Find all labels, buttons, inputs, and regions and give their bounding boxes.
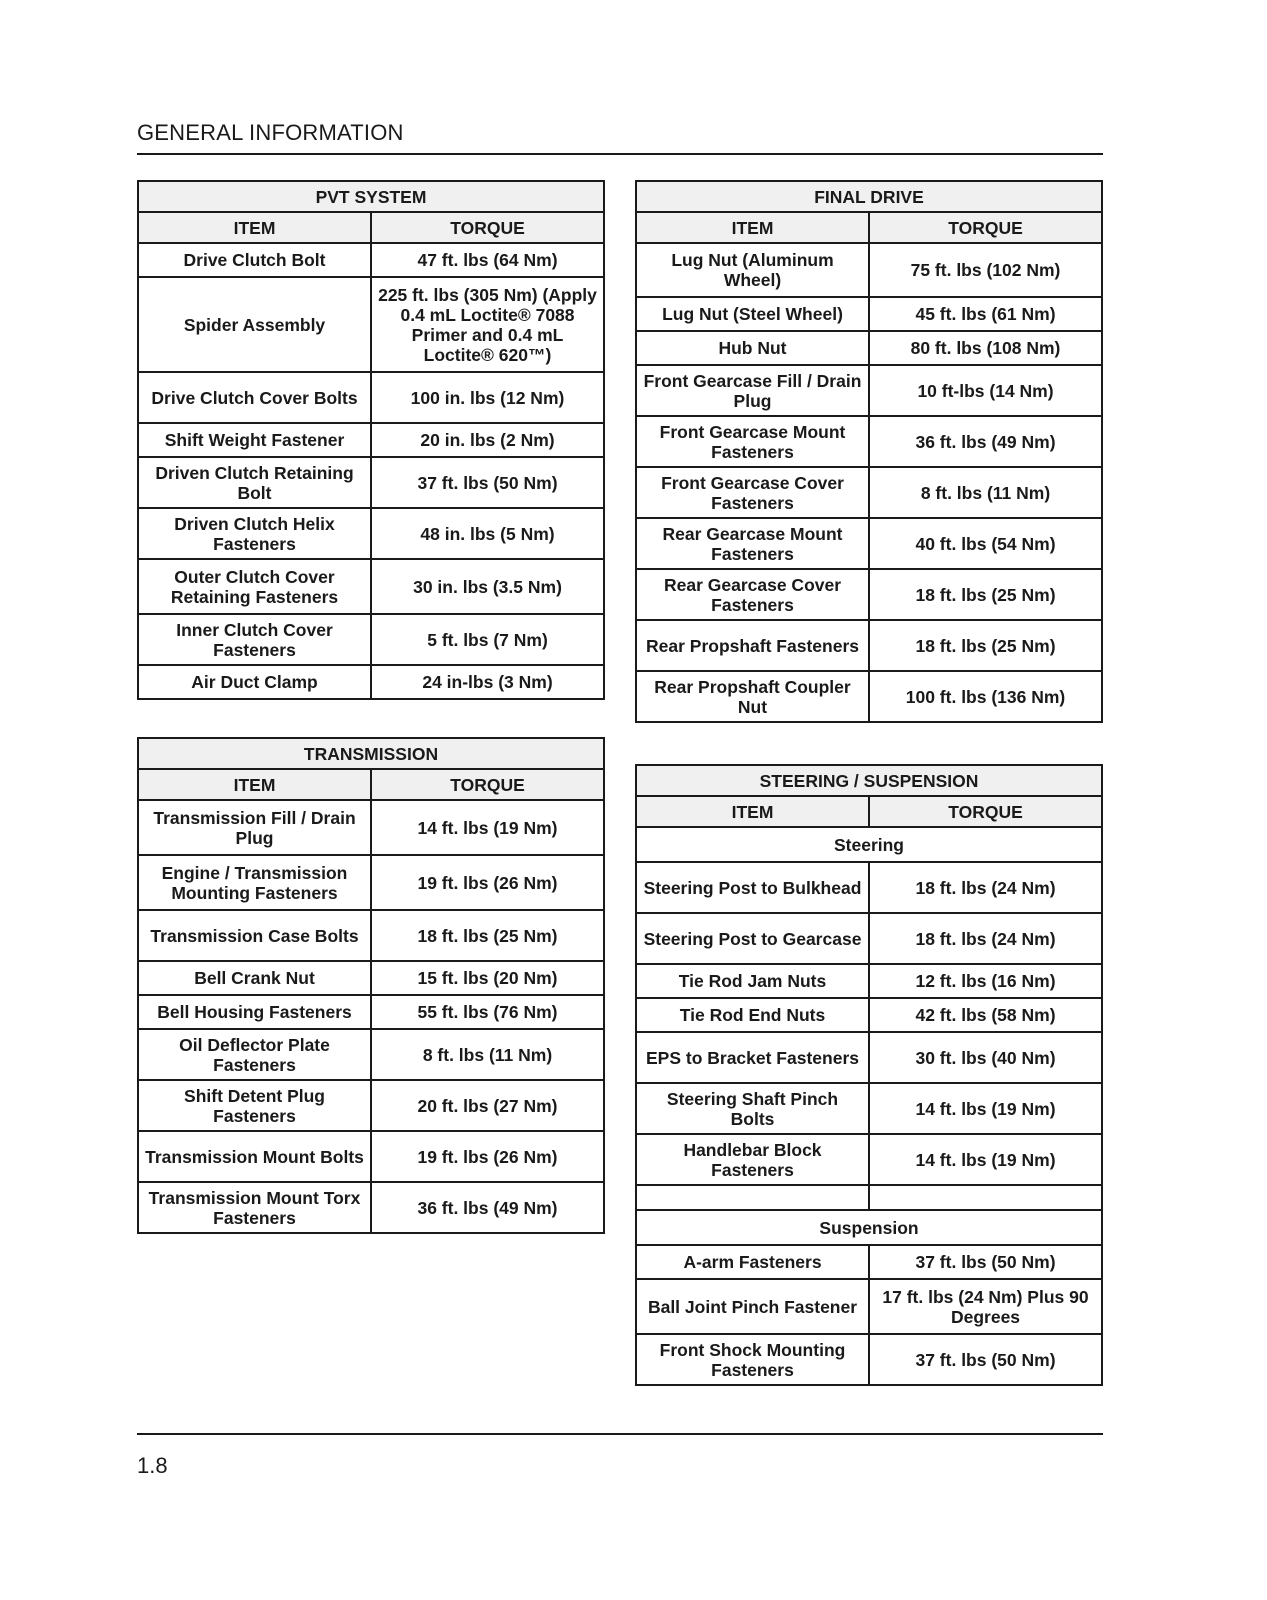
footer-rule: [137, 1433, 1103, 1435]
item-cell: Shift Weight Fastener: [138, 423, 371, 457]
item-cell: Oil Deflector Plate Fasteners: [138, 1029, 371, 1080]
column-header-item: ITEM: [138, 769, 371, 800]
table-row: [138, 800, 604, 855]
torque-cell: 17 ft. lbs (24 Nm) Plus 90 Degrees: [869, 1279, 1102, 1334]
torque-cell: 18 ft. lbs (25 Nm): [371, 910, 604, 961]
table-row: [636, 1185, 1102, 1210]
table-row: [138, 855, 604, 910]
torque-cell: 225 ft. lbs (305 Nm) (Apply 0.4 mL Loctite® 7088 Primer and 0.4 mL Loctite® 620™): [371, 277, 604, 372]
table-row: [138, 423, 604, 457]
item-cell: Rear Propshaft Fasteners: [636, 620, 869, 671]
table-row: [636, 297, 1102, 331]
section-label-steering: Steering: [636, 827, 1102, 862]
item-cell: Tie Rod End Nuts: [636, 998, 869, 1032]
torque-cell: 37 ft. lbs (50 Nm): [869, 1245, 1102, 1279]
torque-cell: 24 in-lbs (3 Nm): [371, 665, 604, 699]
table-title: PVT SYSTEM: [138, 181, 604, 212]
torque-cell: 42 ft. lbs (58 Nm): [869, 998, 1102, 1032]
table-row: [138, 277, 604, 372]
torque-cell: 37 ft. lbs (50 Nm): [869, 1334, 1102, 1385]
table-row: [138, 508, 604, 559]
item-cell: Front Gearcase Cover Fasteners: [636, 467, 869, 518]
torque-cell: 36 ft. lbs (49 Nm): [869, 416, 1102, 467]
table-row: [636, 964, 1102, 998]
torque-cell: 5 ft. lbs (7 Nm): [371, 614, 604, 665]
torque-cell: 48 in. lbs (5 Nm): [371, 508, 604, 559]
column-header-torque: TORQUE: [371, 769, 604, 800]
table-row: [138, 614, 604, 665]
table-row: [138, 961, 604, 995]
torque-cell: 55 ft. lbs (76 Nm): [371, 995, 604, 1029]
table-title: TRANSMISSION: [138, 738, 604, 769]
item-cell: Rear Propshaft Coupler Nut: [636, 671, 869, 722]
item-cell: Steering Shaft Pinch Bolts: [636, 1083, 869, 1134]
item-cell: Transmission Fill / Drain Plug: [138, 800, 371, 855]
page-number: 1.8: [137, 1453, 168, 1478]
table-title: STEERING / SUSPENSION: [636, 765, 1102, 796]
table-row: [636, 331, 1102, 365]
header-rule: [137, 153, 1103, 155]
torque-cell: [869, 1185, 1102, 1210]
table-row: [138, 1182, 604, 1233]
torque-cell: 45 ft. lbs (61 Nm): [869, 297, 1102, 331]
item-cell: Outer Clutch Cover Retaining Fasteners: [138, 559, 371, 614]
column-header-item: ITEM: [636, 796, 869, 827]
table-row: [636, 569, 1102, 620]
table-row: [636, 671, 1102, 722]
table-row: [636, 518, 1102, 569]
torque-cell: 19 ft. lbs (26 Nm): [371, 855, 604, 910]
table-row: [636, 1334, 1102, 1385]
table-row: [636, 1083, 1102, 1134]
torque-cell: 30 in. lbs (3.5 Nm): [371, 559, 604, 614]
column-header-torque: TORQUE: [371, 212, 604, 243]
table-row: [636, 1134, 1102, 1185]
table-row: [636, 467, 1102, 518]
item-cell: Transmission Mount Torx Fasteners: [138, 1182, 371, 1233]
item-cell: Driven Clutch Retaining Bolt: [138, 457, 371, 508]
item-cell: [636, 1185, 869, 1210]
table-title: FINAL DRIVE: [636, 181, 1102, 212]
table-row: [138, 559, 604, 614]
table-row: [138, 665, 604, 699]
table-row: [636, 913, 1102, 964]
page-header: GENERAL INFORMATION: [137, 120, 404, 145]
torque-cell: 40 ft. lbs (54 Nm): [869, 518, 1102, 569]
table-row: [138, 457, 604, 508]
item-cell: Bell Crank Nut: [138, 961, 371, 995]
table-row: [138, 1080, 604, 1131]
torque-cell: 8 ft. lbs (11 Nm): [371, 1029, 604, 1080]
item-cell: Steering Post to Bulkhead: [636, 862, 869, 913]
table-row: [636, 862, 1102, 913]
torque-cell: 14 ft. lbs (19 Nm): [869, 1083, 1102, 1134]
torque-cell: 14 ft. lbs (19 Nm): [371, 800, 604, 855]
item-cell: Handlebar Block Fasteners: [636, 1134, 869, 1185]
item-cell: Lug Nut (Steel Wheel): [636, 297, 869, 331]
table-row: [138, 372, 604, 423]
transmission-table: [137, 737, 605, 1234]
torque-cell: 75 ft. lbs (102 Nm): [869, 243, 1102, 297]
torque-cell: 100 in. lbs (12 Nm): [371, 372, 604, 423]
item-cell: Driven Clutch Helix Fasteners: [138, 508, 371, 559]
item-cell: Tie Rod Jam Nuts: [636, 964, 869, 998]
item-cell: EPS to Bracket Fasteners: [636, 1032, 869, 1083]
item-cell: Drive Clutch Bolt: [138, 243, 371, 277]
item-cell: Front Gearcase Mount Fasteners: [636, 416, 869, 467]
item-cell: Lug Nut (Aluminum Wheel): [636, 243, 869, 297]
torque-cell: 20 ft. lbs (27 Nm): [371, 1080, 604, 1131]
item-cell: Air Duct Clamp: [138, 665, 371, 699]
item-cell: Inner Clutch Cover Fasteners: [138, 614, 371, 665]
item-cell: Ball Joint Pinch Fastener: [636, 1279, 869, 1334]
torque-cell: 18 ft. lbs (24 Nm): [869, 862, 1102, 913]
torque-cell: 18 ft. lbs (24 Nm): [869, 913, 1102, 964]
table-row: [636, 998, 1102, 1032]
steering-suspension-table: [635, 764, 1103, 1386]
table-row: [636, 416, 1102, 467]
item-cell: Hub Nut: [636, 331, 869, 365]
item-cell: Rear Gearcase Cover Fasteners: [636, 569, 869, 620]
item-cell: Drive Clutch Cover Bolts: [138, 372, 371, 423]
item-cell: Transmission Case Bolts: [138, 910, 371, 961]
item-cell: Transmission Mount Bolts: [138, 1131, 371, 1182]
torque-cell: 36 ft. lbs (49 Nm): [371, 1182, 604, 1233]
column-header-item: ITEM: [138, 212, 371, 243]
torque-cell: 47 ft. lbs (64 Nm): [371, 243, 604, 277]
torque-cell: 37 ft. lbs (50 Nm): [371, 457, 604, 508]
item-cell: Spider Assembly: [138, 277, 371, 372]
item-cell: Front Shock Mounting Fasteners: [636, 1334, 869, 1385]
torque-cell: 18 ft. lbs (25 Nm): [869, 620, 1102, 671]
torque-cell: 18 ft. lbs (25 Nm): [869, 569, 1102, 620]
item-cell: Engine / Transmission Mounting Fasteners: [138, 855, 371, 910]
item-cell: Shift Detent Plug Fasteners: [138, 1080, 371, 1131]
column-header-item: ITEM: [636, 212, 869, 243]
torque-cell: 20 in. lbs (2 Nm): [371, 423, 604, 457]
torque-cell: 12 ft. lbs (16 Nm): [869, 964, 1102, 998]
table-row: [636, 1279, 1102, 1334]
table-row: [636, 243, 1102, 297]
item-cell: Steering Post to Gearcase: [636, 913, 869, 964]
section-label-suspension: Suspension: [636, 1210, 1102, 1245]
torque-cell: 19 ft. lbs (26 Nm): [371, 1131, 604, 1182]
pvt-system-table: [137, 180, 605, 700]
table-row: [138, 995, 604, 1029]
table-row: [636, 365, 1102, 416]
table-row: [138, 1131, 604, 1182]
table-row: [138, 1029, 604, 1080]
torque-cell: 100 ft. lbs (136 Nm): [869, 671, 1102, 722]
table-row: [138, 910, 604, 961]
item-cell: Bell Housing Fasteners: [138, 995, 371, 1029]
table-row: [636, 620, 1102, 671]
table-row: [636, 1032, 1102, 1083]
table-row: [138, 243, 604, 277]
item-cell: Front Gearcase Fill / Drain Plug: [636, 365, 869, 416]
item-cell: A-arm Fasteners: [636, 1245, 869, 1279]
torque-cell: 8 ft. lbs (11 Nm): [869, 467, 1102, 518]
torque-cell: 14 ft. lbs (19 Nm): [869, 1134, 1102, 1185]
torque-cell: 15 ft. lbs (20 Nm): [371, 961, 604, 995]
torque-cell: 10 ft-lbs (14 Nm): [869, 365, 1102, 416]
torque-cell: 30 ft. lbs (40 Nm): [869, 1032, 1102, 1083]
table-row: [636, 1245, 1102, 1279]
item-cell: Rear Gearcase Mount Fasteners: [636, 518, 869, 569]
final-drive-table: [635, 180, 1103, 723]
column-header-torque: TORQUE: [869, 796, 1102, 827]
column-header-torque: TORQUE: [869, 212, 1102, 243]
torque-cell: 80 ft. lbs (108 Nm): [869, 331, 1102, 365]
